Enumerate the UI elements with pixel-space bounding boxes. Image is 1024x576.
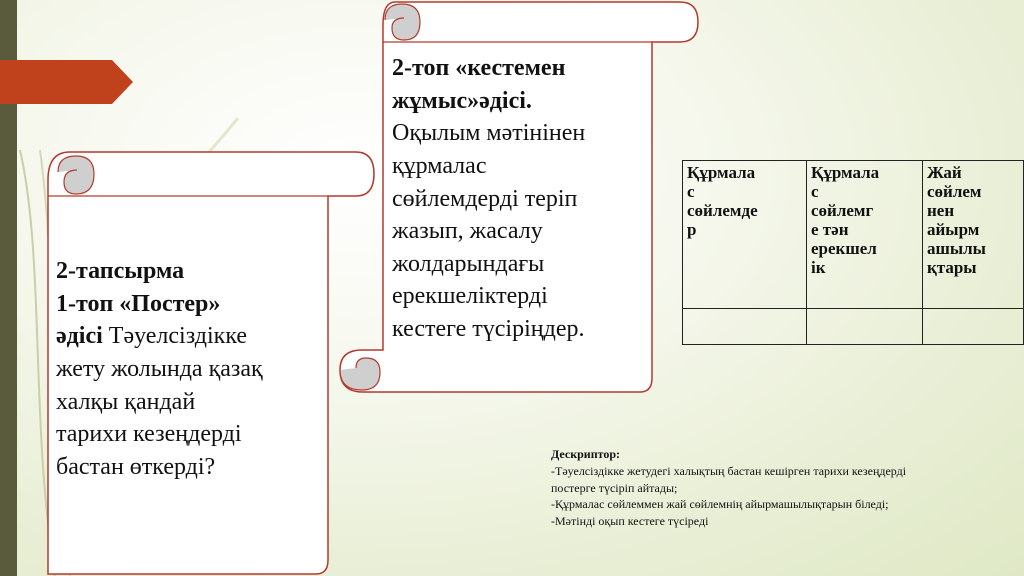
group-method: 1-топ «Постер» <box>56 290 221 317</box>
table-header-cell: Құрмала с сөйлемде р <box>683 161 807 309</box>
descriptor-line: -Тәуелсіздікке жетудегі халықтың бастан кешірген тарихи кезеңдерді <box>551 463 907 478</box>
descriptor-title: Дескриптор: <box>551 447 621 461</box>
task-question-line1: әдісі Тәуелсіздікке <box>56 323 248 350</box>
descriptor-block <box>551 446 991 530</box>
task-title: 2-тапсырма <box>56 258 185 284</box>
scroll-right-title: 2-топ «кестемен жұмыс»әдісі. <box>392 55 566 114</box>
scroll-right-body: Оқылым мәтінінен құрмалас сөйлемдерді теріп жазып, жасалу жолдарындағы ерекшеліктерді кестеге түсіріңдер. <box>392 120 586 342</box>
descriptor-line: постерге түсіріп айтады; <box>551 480 678 495</box>
scroll-left-text: 2-тапсырма 1-топ «Постер» әдісі Тәуелсіздікке жету жолында қазақ халқы қандай тарихи кезеңдерді бастан өткерді? <box>56 255 326 483</box>
table-cell <box>807 309 923 345</box>
comparison-table <box>682 160 1024 345</box>
table-header-cell: Құрмала с сөйлемг е тән ерекшел ік <box>807 161 923 309</box>
table-header-row <box>683 161 1024 309</box>
table-cell <box>683 309 807 345</box>
descriptor-line: -Мәтінді оқып кестеге түсіреді <box>551 514 709 529</box>
table-header-cell: Жай сөйлем нен айырм ашылы қтары <box>923 161 1024 309</box>
table-row <box>683 309 1024 345</box>
table-cell <box>923 309 1024 345</box>
descriptor-line: -Құрмалас сөйлеммен жай сөйлемнің айырмашылықтарын біледі; <box>551 497 889 512</box>
